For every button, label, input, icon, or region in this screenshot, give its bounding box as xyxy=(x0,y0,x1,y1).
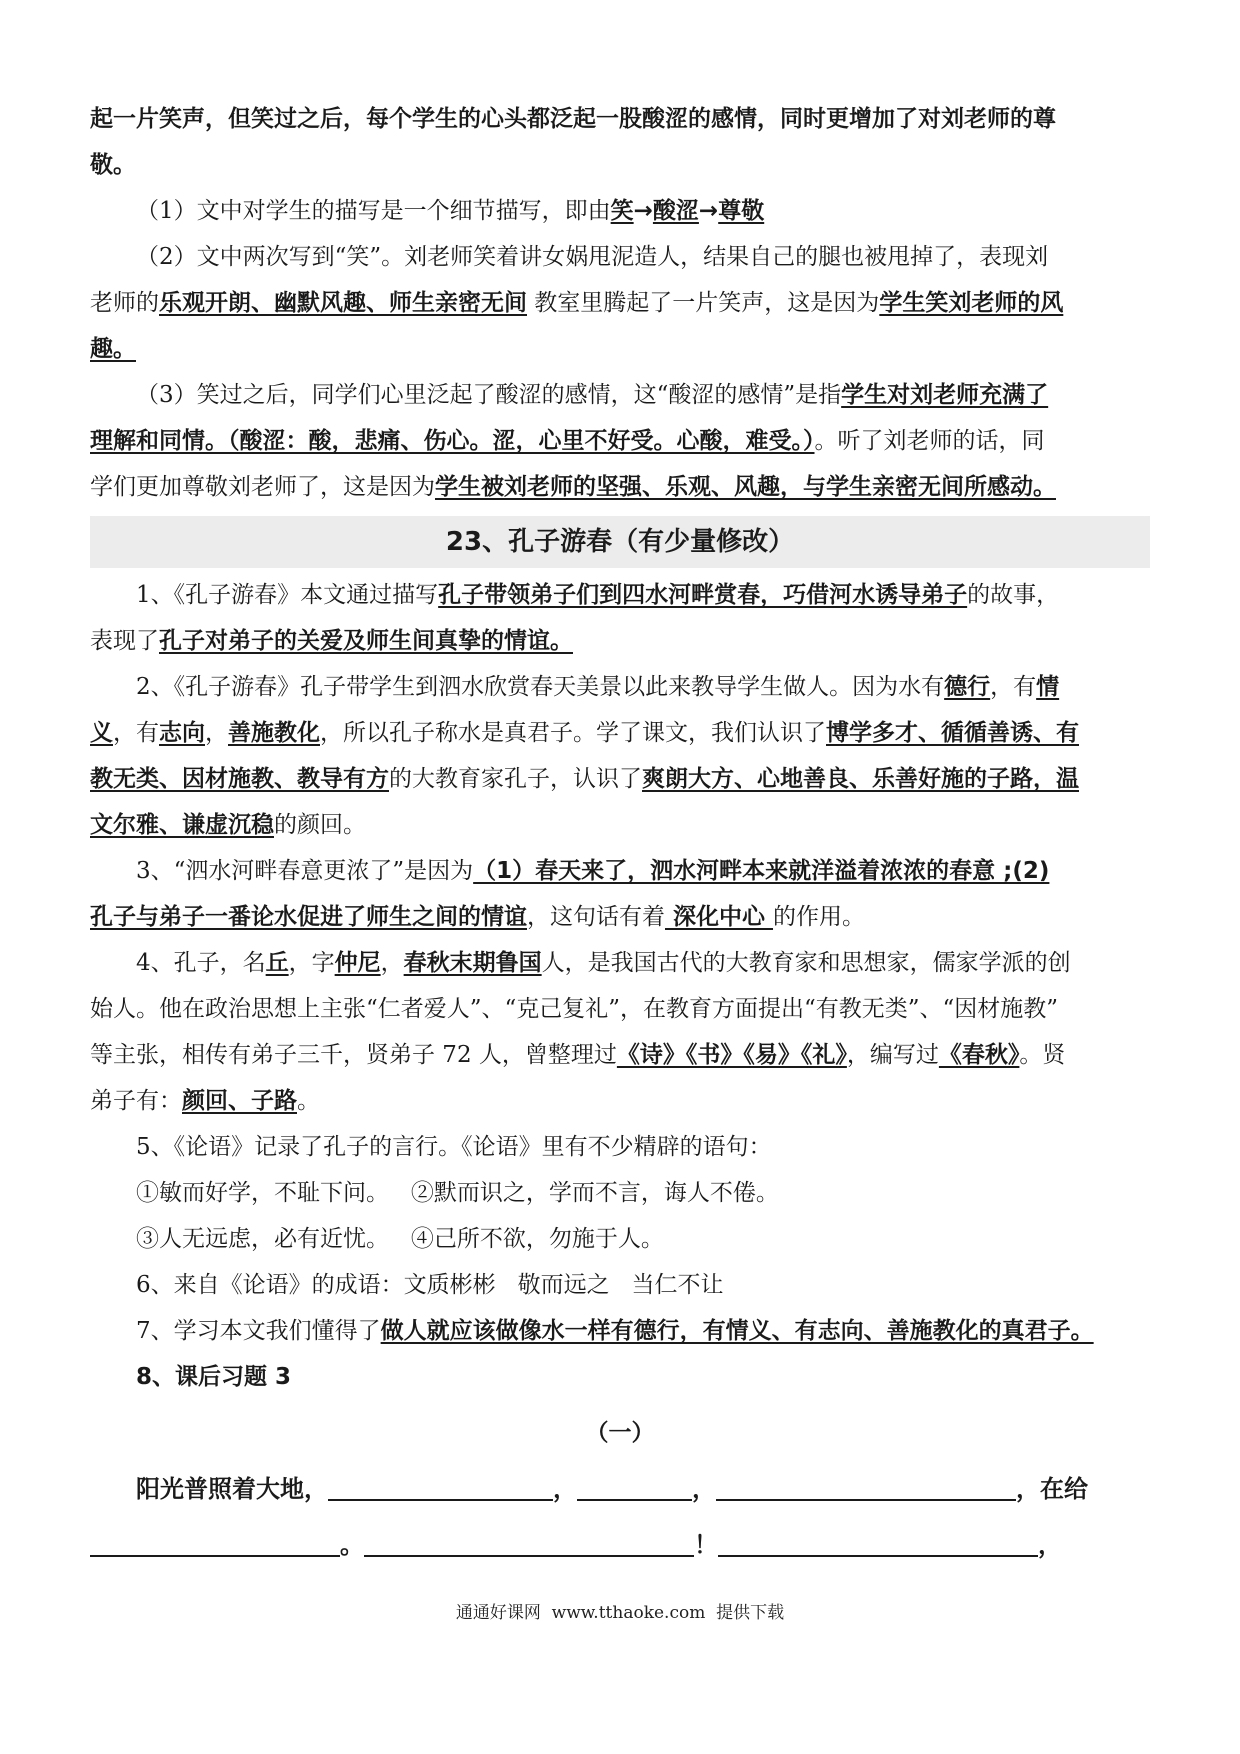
fill-blank[interactable] xyxy=(364,1529,694,1557)
answer: 孔子对弟子的关爱及师生间真挚的情谊。 xyxy=(159,628,573,654)
fill-blank[interactable] xyxy=(718,1529,1038,1557)
item-4-cont: 始人。他在政治思想上主张“仁者爱人”、“克己复礼”，在教育方面提出“有教无类”、“因材施教” xyxy=(90,996,1059,1022)
question-2: （2）文中两次写到“笑”。刘老师笑着讲女娲甩泥造人，结果自己的腿也被甩掉了，表现刘 xyxy=(136,244,1049,270)
item-2: 2、《孔子游春》孔子带学生到泗水欣赏春天美景以此来教导学生做人。因为水有德行，有情 xyxy=(136,674,1060,700)
item-2-cont: 文尔雅、谦虚沉稳的颜回。 xyxy=(90,812,366,838)
page-footer: 通通好课网 www.tthaoke.com 提供下载 xyxy=(455,1603,785,1623)
item-1-cont: 表现了孔子对弟子的关爱及师生间真挚的情谊。 xyxy=(90,628,573,654)
question-2-cont: 老师的乐观开朗、幽默风趣、师生亲密无间 教室里腾起了一片笑声，这是因为学生笑刘老师的风 xyxy=(90,290,1064,316)
document-page xyxy=(90,96,1150,1568)
item-3: 3、“泗水河畔春意更浓了”是因为（1）春天来了，泗水河畔本来就洋溢着浓浓的春意 ;(2) xyxy=(136,858,1050,884)
answer: 理解和同情。（酸涩：酸，悲痛、伤心。涩，心里不好受。心酸，难受。） xyxy=(90,428,815,454)
item-2-cont: 教无类、因材施教、教导有方的大教育家孔子，认识了爽朗大方、心地善良、乐善好施的子路，温 xyxy=(90,766,1079,792)
text-line xyxy=(90,96,1150,142)
exercise-line-2: 。 ！ ， xyxy=(90,1522,1150,1568)
answer: 乐观开朗、幽默风趣、师生亲密无间 xyxy=(159,290,527,316)
quote-line: ③人无远虑，必有近忧。 ④己所不欲，勿施于人。 xyxy=(136,1226,664,1252)
item-6: 6、来自《论语》的成语：文质彬彬 敬而远之 当仁不让 xyxy=(136,1272,724,1298)
answer: 《春秋》 xyxy=(938,1042,1020,1068)
question-3: （3）笑过之后，同学们心里泛起了酸涩的感情，这“酸涩的感情”是指学生对刘老师充满了 xyxy=(136,382,1049,408)
question-1: （1）文中对学生的描写是一个细节描写，即由笑→酸涩→尊敬 xyxy=(136,198,765,224)
section-heading: 23、孔子游春（有少量修改） xyxy=(90,516,1150,568)
fill-blank[interactable] xyxy=(90,1529,340,1557)
item-2-cont: 义，有志向，善施教化，所以孔子称水是真君子。学了课文，我们认识了博学多才、循循善诱、有 xyxy=(90,720,1079,746)
paragraph-text: 敬。 xyxy=(90,152,136,178)
answer: 做人就应该做像水一样有德行，有情义、有志向、善施教化的真君子。 xyxy=(380,1318,1094,1344)
fill-blank[interactable] xyxy=(716,1473,1016,1501)
answer: 学生笑刘老师的风 xyxy=(879,290,1064,316)
answer: 博学多才、循循善诱、有 xyxy=(826,720,1079,746)
item-1: 1、《孔子游春》本文通过描写孔子带领弟子们到四水河畔赏春，巧借河水诱导弟子的故事， xyxy=(136,582,1060,608)
item-3-cont: 孔子与弟子一番论水促进了师生之间的情谊，这句话有着 深化中心 的作用。 xyxy=(90,904,866,930)
answer: （1）春天来了，泗水河畔本来就洋溢着浓浓的春意 ;(2) xyxy=(473,858,1050,884)
answer: 文尔雅、谦虚沉稳 xyxy=(90,812,274,838)
quote-line: ①敏而好学，不耻下问。 ②默而识之，学而不言，诲人不倦。 xyxy=(136,1180,779,1206)
answer: 德行 xyxy=(944,674,991,700)
arrow-icon: → xyxy=(633,198,653,224)
question-3-cont: 学们更加尊敬刘老师了，这是因为学生被刘老师的坚强、乐观、风趣，与学生亲密无间所感动。 xyxy=(90,474,1056,500)
item-4-cont: 弟子有：颜回、子路。 xyxy=(90,1088,320,1114)
answer: 学生被刘老师的坚强、乐观、风趣，与学生亲密无间所感动。 xyxy=(435,474,1056,500)
answer: 笑 xyxy=(610,198,634,224)
answer: 趣。 xyxy=(90,336,136,362)
item-4-cont: 等主张，相传有弟子三千，贤弟子 72 人，曾整理过《诗》《书》《易》《礼》，编写过《春秋》。贤 xyxy=(90,1042,1066,1068)
question-2-cont xyxy=(90,326,1150,372)
fill-blank[interactable] xyxy=(577,1473,692,1501)
item-7: 7、学习本文我们懂得了做人就应该做像水一样有德行，有情义、有志向、善施教化的真君子。 xyxy=(136,1318,1094,1344)
answer: 义 xyxy=(90,720,113,746)
answer: 春秋末期鲁国 xyxy=(403,950,542,976)
answer: 善施教化 xyxy=(228,720,320,746)
answer: 尊敬 xyxy=(718,198,765,224)
item-8: 8、课后习题 3 xyxy=(136,1364,292,1390)
fill-blank[interactable] xyxy=(328,1473,553,1501)
exercise-section-label: （一） xyxy=(585,1420,655,1446)
answer: 《诗》《书》《易》《礼》 xyxy=(616,1042,847,1068)
answer: 情 xyxy=(1036,674,1060,700)
exercise-line-1: 阳光普照着大地， ， ， ，在给 xyxy=(136,1475,1088,1503)
answer: 深化中心 xyxy=(665,904,774,930)
answer: 志向 xyxy=(159,720,205,746)
answer: 学生对刘老师充满了 xyxy=(841,382,1049,408)
answer: 孔子带领弟子们到四水河畔赏春，巧借河水诱导弟子 xyxy=(438,582,968,608)
answer: 爽朗大方、心地善良、乐善好施的子路，温 xyxy=(642,766,1079,792)
answer: 颜回、子路 xyxy=(182,1088,297,1114)
answer: 教无类、因材施教、教导有方 xyxy=(90,766,389,792)
arrow-icon: → xyxy=(698,198,719,224)
item-4: 4、孔子，名丘，字仲尼，春秋末期鲁国人，是我国古代的大教育家和思想家，儒家学派的创 xyxy=(136,950,1071,976)
item-5: 5、《论语》记录了孔子的言行。《论语》里有不少精辟的语句： xyxy=(136,1134,772,1160)
text-line xyxy=(90,142,1150,188)
answer: 孔子与弟子一番论水促进了师生之间的情谊 xyxy=(90,904,527,930)
paragraph-text: 起一片笑声，但笑过之后，每个学生的心头都泛起一股酸涩的感情，同时更增加了对刘老师的尊 xyxy=(90,106,1056,132)
answer: 仲尼 xyxy=(334,950,381,976)
answer: 酸涩 xyxy=(652,198,699,224)
answer: 丘 xyxy=(265,950,289,976)
question-3-cont: 理解和同情。（酸涩：酸，悲痛、伤心。涩，心里不好受。心酸，难受。）。听了刘老师的话，同 xyxy=(90,428,1045,454)
